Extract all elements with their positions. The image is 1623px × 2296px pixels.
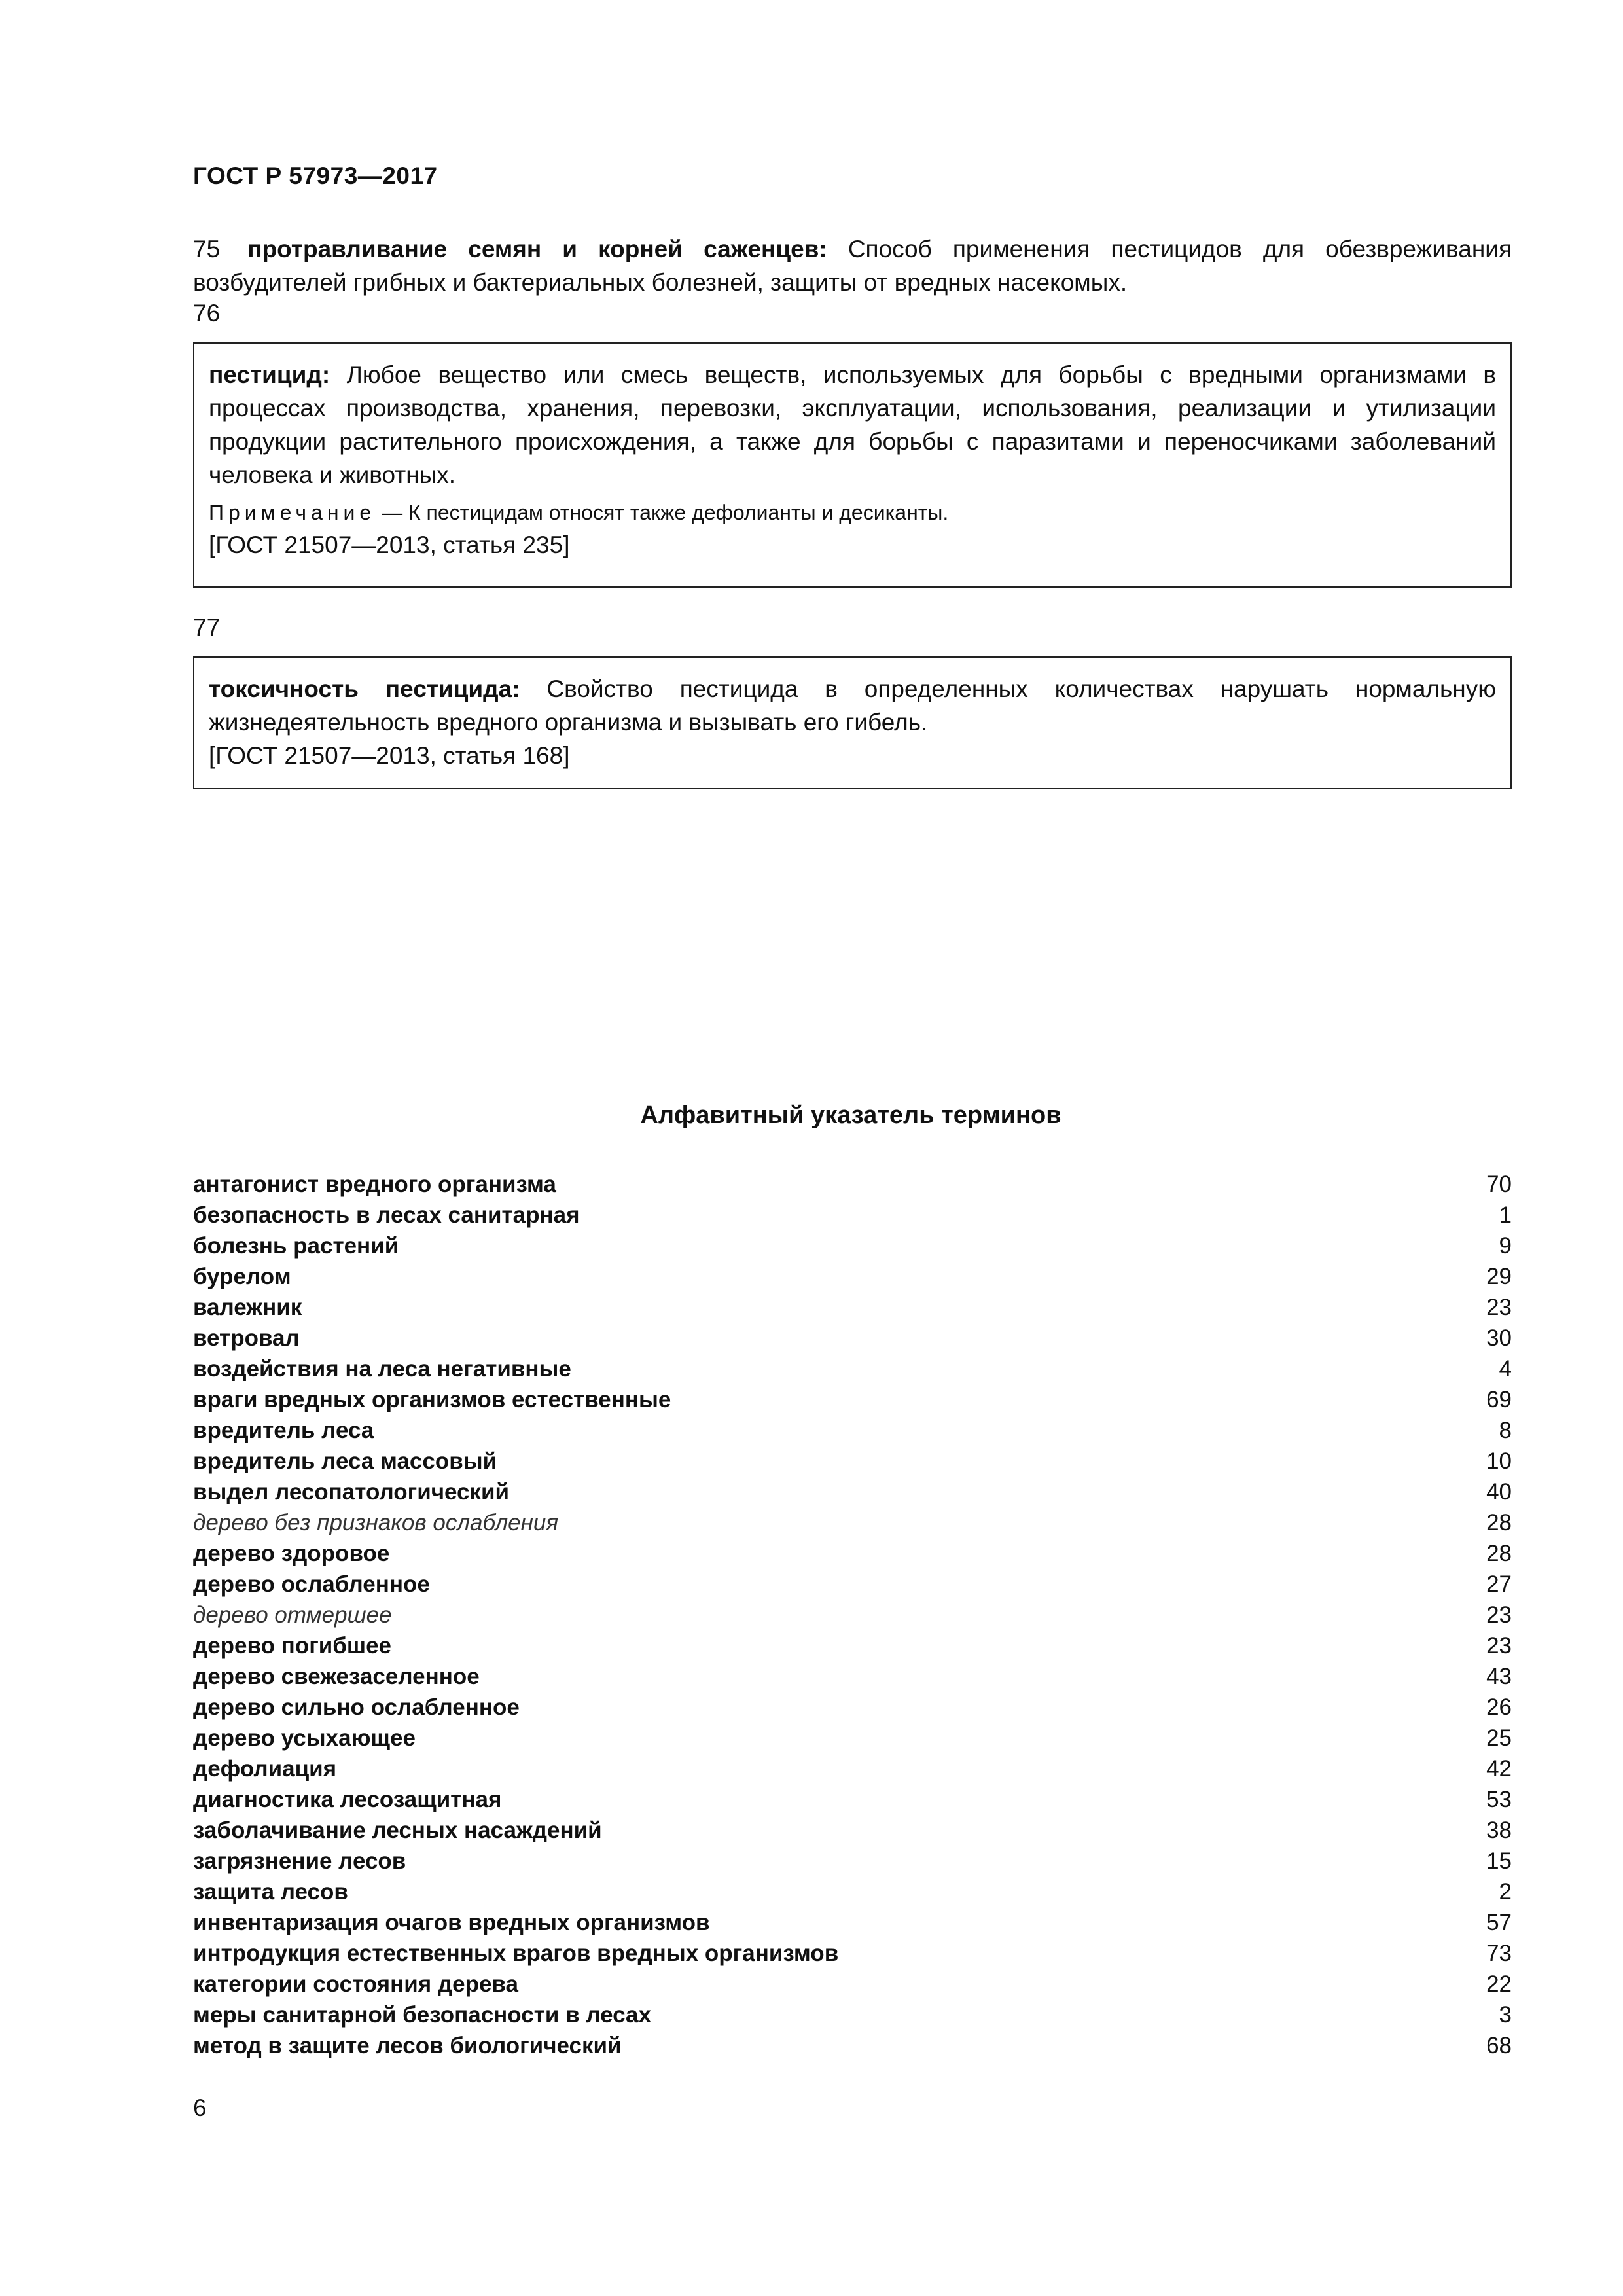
index-row [193, 1569, 1512, 1600]
index-term: воздействия на леса негативные [193, 1356, 571, 1382]
index-row [193, 2030, 1512, 2061]
alphabetical-index [193, 1169, 1512, 2061]
index-number: 27 [1486, 1571, 1512, 1597]
index-title: Алфавитный указатель терминов [640, 1102, 1061, 1129]
index-number: 28 [1486, 1541, 1512, 1566]
index-number: 4 [1499, 1356, 1512, 1382]
index-number: 43 [1486, 1664, 1512, 1689]
index-row [193, 1230, 1512, 1261]
entry-77-definition-block [209, 672, 1496, 739]
entry-76-definition-block [209, 358, 1496, 492]
index-term: категории состояния дерева [193, 1971, 518, 1997]
index-number: 23 [1486, 1295, 1512, 1320]
entry-76-term: пестицид: [209, 361, 330, 388]
note-label: Примечание [209, 501, 376, 524]
index-term: вредитель леса массовый [193, 1448, 497, 1474]
entry-76-note [209, 497, 1496, 528]
index-row [193, 1876, 1512, 1907]
index-row [193, 1661, 1512, 1692]
index-number: 8 [1499, 1418, 1512, 1443]
index-number: 1 [1499, 1202, 1512, 1228]
index-term: меры санитарной безопасности в лесах [193, 2002, 651, 2028]
index-number: 15 [1486, 1848, 1512, 1874]
index-term: вредитель леса [193, 1418, 374, 1443]
entry-77-source: [ГОСТ 21507—2013, статья 168] [209, 742, 570, 769]
index-term: дерево усыхающее [193, 1725, 416, 1751]
entry-76-definition: Любое вещество или смесь веществ, используемых для борьбы с вредными организмами в процессах производства, хранения, перевозки, эксплуатации, использования, реализации и утилизации продукции растительного происхождения, а также для борьбы с паразитами и переносчиками заболеваний человека и животных. [209, 361, 1496, 488]
index-row [193, 1323, 1512, 1354]
index-row [193, 1538, 1512, 1569]
index-term: заболачивание лесных насаждений [193, 1818, 602, 1843]
index-row [193, 1384, 1512, 1415]
index-term: дерево свежезаселенное [193, 1664, 480, 1689]
index-row [193, 1846, 1512, 1876]
index-number: 69 [1486, 1387, 1512, 1412]
index-row [193, 1200, 1512, 1230]
index-number: 3 [1499, 2002, 1512, 2028]
entry-77-definition: Свойство пестицида в определенных количествах нарушать нормальную жизнедеятельность вредного организма и вызывать его гибель. [209, 675, 1496, 736]
index-term: защита лесов [193, 1879, 348, 1905]
index-number: 42 [1486, 1756, 1512, 1782]
index-number: 10 [1486, 1448, 1512, 1474]
index-row [193, 1723, 1512, 1753]
index-number: 40 [1486, 1479, 1512, 1505]
note-text: — К пестицидам относят также дефолианты и десиканты. [382, 501, 949, 524]
index-row [193, 1630, 1512, 1661]
index-row [193, 1753, 1512, 1784]
index-term: бурелом [193, 1264, 291, 1289]
index-number: 22 [1486, 1971, 1512, 1997]
index-term: метод в защите лесов биологический [193, 2033, 622, 2058]
index-term: ветровал [193, 1325, 300, 1351]
index-term: инвентаризация очагов вредных организмов [193, 1910, 710, 1935]
index-term: валежник [193, 1295, 302, 1320]
index-row [193, 2000, 1512, 2030]
index-number: 73 [1486, 1941, 1512, 1966]
index-number: 57 [1486, 1910, 1512, 1935]
index-number: 70 [1486, 1172, 1512, 1197]
index-row [193, 1169, 1512, 1200]
index-term: дерево ослабленное [193, 1571, 430, 1597]
index-row [193, 1477, 1512, 1507]
index-term: дефолиация [193, 1756, 337, 1782]
index-term: безопасность в лесах санитарная [193, 1202, 580, 1228]
entry-76-source: [ГОСТ 21507—2013, статья 235] [209, 531, 570, 558]
index-term: выдел лесопатологический [193, 1479, 510, 1505]
index-row [193, 1261, 1512, 1292]
entry-77-number: 77 [193, 614, 221, 641]
index-row [193, 1938, 1512, 1969]
index-row [193, 1446, 1512, 1477]
index-term: дерево отмершее [193, 1602, 392, 1628]
index-number: 29 [1486, 1264, 1512, 1289]
index-number: 26 [1486, 1695, 1512, 1720]
index-row [193, 1415, 1512, 1446]
index-term: загрязнение лесов [193, 1848, 406, 1874]
index-number: 28 [1486, 1510, 1512, 1535]
entry-77-term: токсичность пестицида: [209, 675, 520, 702]
index-number: 25 [1486, 1725, 1512, 1751]
index-term: дерево сильно ослабленное [193, 1695, 520, 1720]
entry-77-box [193, 656, 1512, 789]
index-term: антагонист вредного организма [193, 1172, 556, 1197]
index-number: 30 [1486, 1325, 1512, 1351]
entry-75 [193, 232, 1512, 299]
index-number: 38 [1486, 1818, 1512, 1843]
index-row [193, 1907, 1512, 1938]
index-number: 9 [1499, 1233, 1512, 1259]
index-number: 53 [1486, 1787, 1512, 1812]
index-row [193, 1815, 1512, 1846]
index-term: интродукция естественных врагов вредных организмов [193, 1941, 839, 1966]
index-term: дерево без признаков ослабления [193, 1510, 559, 1535]
entry-75-definition: Способ применения пестицидов для обезвреживания возбудителей грибных и бактериальных болезней, защиты от вредных насекомых. [193, 236, 1512, 296]
entry-75-term: протравливание семян и корней саженцев: [247, 236, 827, 262]
index-number: 23 [1486, 1633, 1512, 1659]
index-row [193, 1292, 1512, 1323]
index-row-synonym [193, 1507, 1512, 1538]
index-number: 23 [1486, 1602, 1512, 1628]
entry-75-number: 75 [193, 236, 221, 262]
index-number: 2 [1499, 1879, 1512, 1905]
index-term: враги вредных организмов естественные [193, 1387, 671, 1412]
index-number: 68 [1486, 2033, 1512, 2058]
entry-76-box [193, 342, 1512, 588]
page-number: 6 [193, 2094, 207, 2121]
index-row [193, 1784, 1512, 1815]
document-code: ГОСТ Р 57973—2017 [193, 162, 438, 189]
index-term: диагностика лесозащитная [193, 1787, 502, 1812]
entry-76-number: 76 [193, 300, 221, 327]
index-row [193, 1692, 1512, 1723]
index-row-synonym [193, 1600, 1512, 1630]
index-term: болезнь растений [193, 1233, 399, 1259]
index-term: дерево погибшее [193, 1633, 392, 1659]
index-term: дерево здоровое [193, 1541, 390, 1566]
index-row [193, 1354, 1512, 1384]
index-row [193, 1969, 1512, 2000]
